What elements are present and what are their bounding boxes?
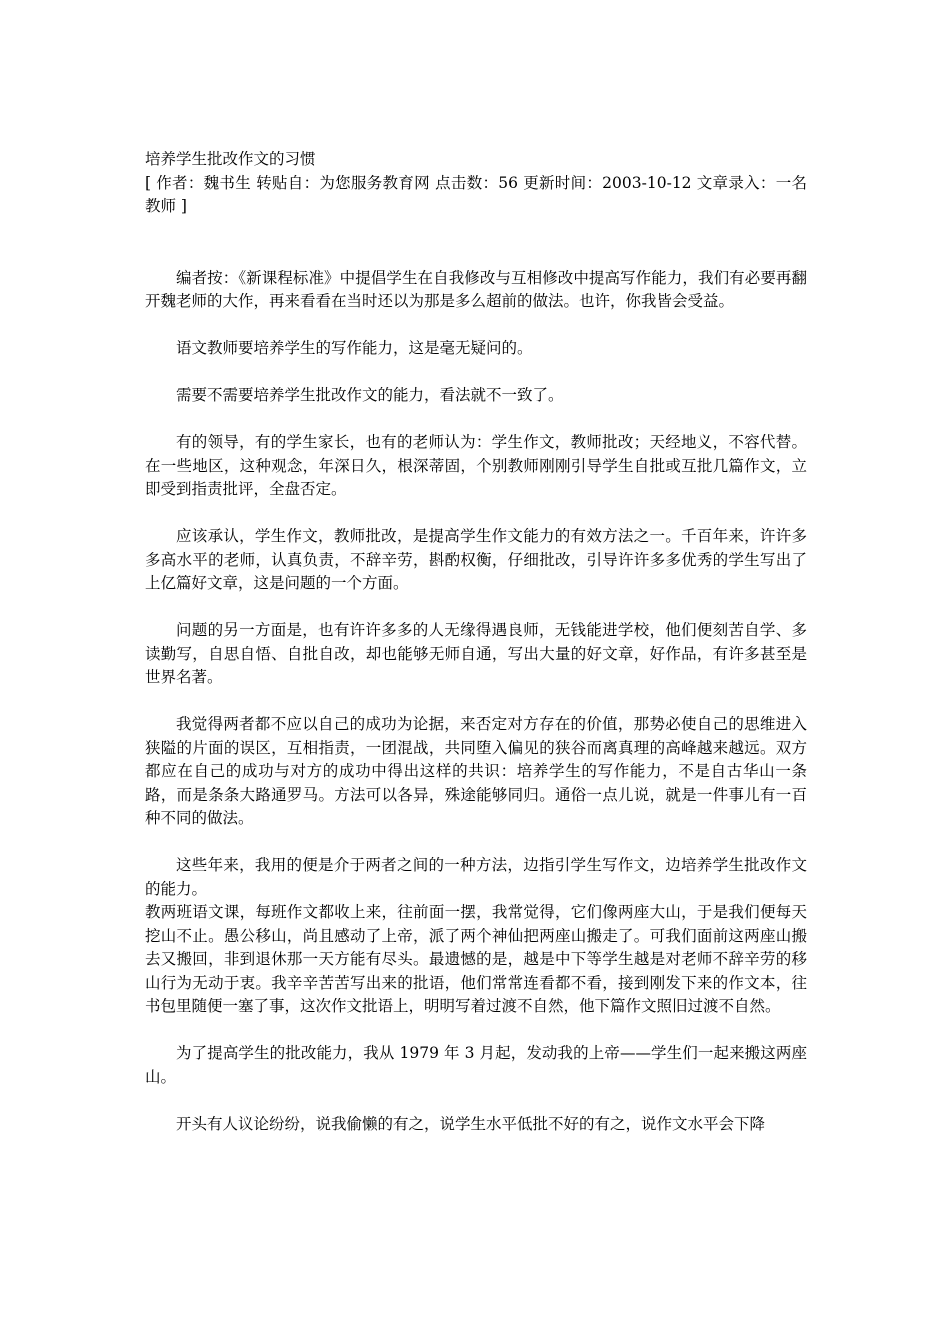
body-paragraph: 问题的另一方面是，也有许许多多的人无缘得遇良师，无钱能进学校，他们便刻苦自学、多读勤写，自思自悟、自批自改，却也能够无师自通，写出大量的好文章，好作品，有许多甚至是世界名著。 — [145, 621, 807, 686]
article-title: 培养学生批改作文的习惯 — [145, 150, 316, 168]
body-paragraph: 开头有人议论纷纷，说我偷懒的有之，说学生水平低批不好的有之，说作文水平会下降 — [176, 1114, 766, 1133]
body-paragraph: 这些年来，我用的便是介于两者之间的一种方法，边指引学生写作文，边培养学生批改作文的能力。 — [145, 856, 807, 898]
spacer — [145, 219, 807, 267]
body-paragraph: 为了提高学生的批改能力，我从 1979 年 3 月起，发动我的上帝——学生们一起来搬这两座山。 — [145, 1044, 807, 1086]
article-meta: [ 作者：魏书生 转贴自：为您服务教育网 点击数：56 更新时间：2003-10-12 文章录入：一名教师 ] — [145, 173, 807, 215]
body-paragraph: 有的领导，有的学生家长，也有的老师认为：学生作文，教师批改；天经地义，不容代替。在一些地区，这种观念，年深日久，根深蒂固，个别教师刚刚引导学生自批或互批几篇作文，立即受到指责批评，全盘否定。 — [145, 433, 807, 498]
body-paragraph: 教两班语文课，每班作文都收上来，往前面一摆，我常觉得，它们像两座大山，于是我们便每天挖山不止。愚公移山，尚且感动了上帝，派了两个神仙把两座山搬走了。可我们面前这两座山搬去又搬回，非到退休那一天方能有尽头。最遗憾的是，越是中下等学生越是对老师不辞辛劳的移山行为无动于衷。我辛辛苦苦写出来的批语，他们常常连看都不看，接到刚发下来的作文本，往书包里随便一塞了事，这次作文批语上，明明写着过渡不自然，他下篇作文照旧过渡不自然。 — [145, 903, 807, 1015]
body-paragraph: 应该承认，学生作文，教师批改，是提高学生作文能力的有效方法之一。千百年来，许许多多高水平的老师，认真负责，不辞辛劳，斟酌权衡，仔细批改，引导许许多多优秀的学生写出了上亿篇好文章，这是问题的一个方面。 — [145, 527, 807, 592]
body-paragraph: 语文教师要培养学生的写作能力，这是毫无疑问的。 — [176, 339, 533, 357]
body-paragraph: 需要不需要培养学生批改作文的能力，看法就不一致了。 — [176, 386, 564, 404]
body-paragraph: 我觉得两者都不应以自己的成功为论据，来否定对方存在的价值，那势必使自己的思维进入狭隘的片面的误区，互相指责，一团混战，共同堕入偏见的狭谷而离真理的高峰越来越远。双方都应在自己的成功与对方的成功中得出这样的共识：培养学生的写作能力，不是自古华山一条路，而是条条大路通罗马。方法可以各异，殊途能够同归。通俗一点儿说，就是一件事儿有一百种不同的做法。 — [145, 715, 807, 827]
editor-note-paragraph: 编者按：《新课程标准》中提倡学生在自我修改与互相修改中提高写作能力，我们有必要再翻开魏老师的大作，再来看看在当时还以为那是多么超前的做法。也许，你我皆会受益。 — [145, 268, 807, 310]
article — [145, 148, 807, 1160]
